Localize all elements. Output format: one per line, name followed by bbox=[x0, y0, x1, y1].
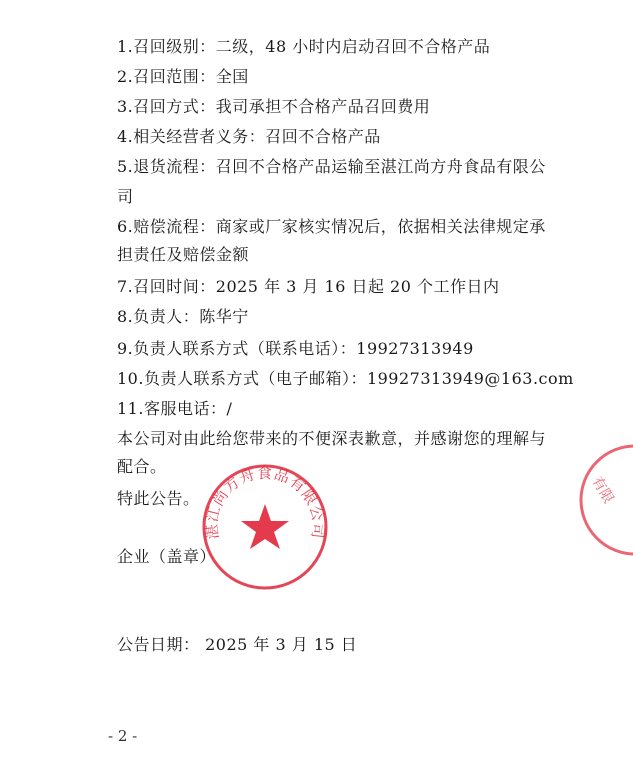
compensation-process-cont: 担责任及赔偿金额 bbox=[117, 245, 250, 264]
apology-paragraph-cont: 配合。 bbox=[117, 457, 167, 476]
seal-text: 湛江尚方舟食品有限公司 bbox=[202, 464, 328, 541]
operator-obligation: 4.相关经营者义务：召回不合格产品 bbox=[117, 127, 381, 146]
announcement-date: 公告日期： 2025 年 3 月 15 日 bbox=[117, 635, 358, 654]
page-number: - 2 - bbox=[108, 727, 138, 745]
recall-level: 1.召回级别：二级，48 小时内启动召回不合格产品 bbox=[117, 37, 491, 56]
contact-email: 10.负责人联系方式（电子邮箱）：19927313949@163.com bbox=[117, 369, 574, 388]
company-seal-label: 企业（盖章） bbox=[117, 547, 217, 566]
partial-seal bbox=[570, 440, 633, 560]
return-process-cont: 司 bbox=[117, 187, 134, 206]
contact-phone: 9.负责人联系方式（联系电话）：19927313949 bbox=[117, 339, 474, 358]
return-process: 5.退货流程：召回不合格产品运输至湛江尚方舟食品有限公 bbox=[117, 157, 546, 176]
svg-text:有限: 有限 bbox=[588, 474, 617, 507]
company-seal bbox=[200, 462, 330, 592]
compensation-process: 6.赔偿流程：商家或厂家核实情况后，依据相关法律规定承 bbox=[117, 217, 546, 236]
recall-time: 7.召回时间：2025 年 3 月 16 日起 20 个工作日内 bbox=[117, 277, 500, 296]
recall-method: 3.召回方式：我司承担不合格产品召回费用 bbox=[117, 97, 431, 116]
seal-star-icon bbox=[241, 504, 289, 549]
service-phone: 11.客服电话：/ bbox=[117, 399, 233, 418]
recall-scope: 2.召回范围：全国 bbox=[117, 67, 249, 86]
announcement-closing: 特此公告。 bbox=[117, 489, 200, 508]
responsible-person: 8.负责人：陈华宁 bbox=[117, 307, 249, 326]
apology-paragraph: 本公司对由此给您带来的不便深表歉意，并感谢您的理解与 bbox=[117, 429, 547, 448]
